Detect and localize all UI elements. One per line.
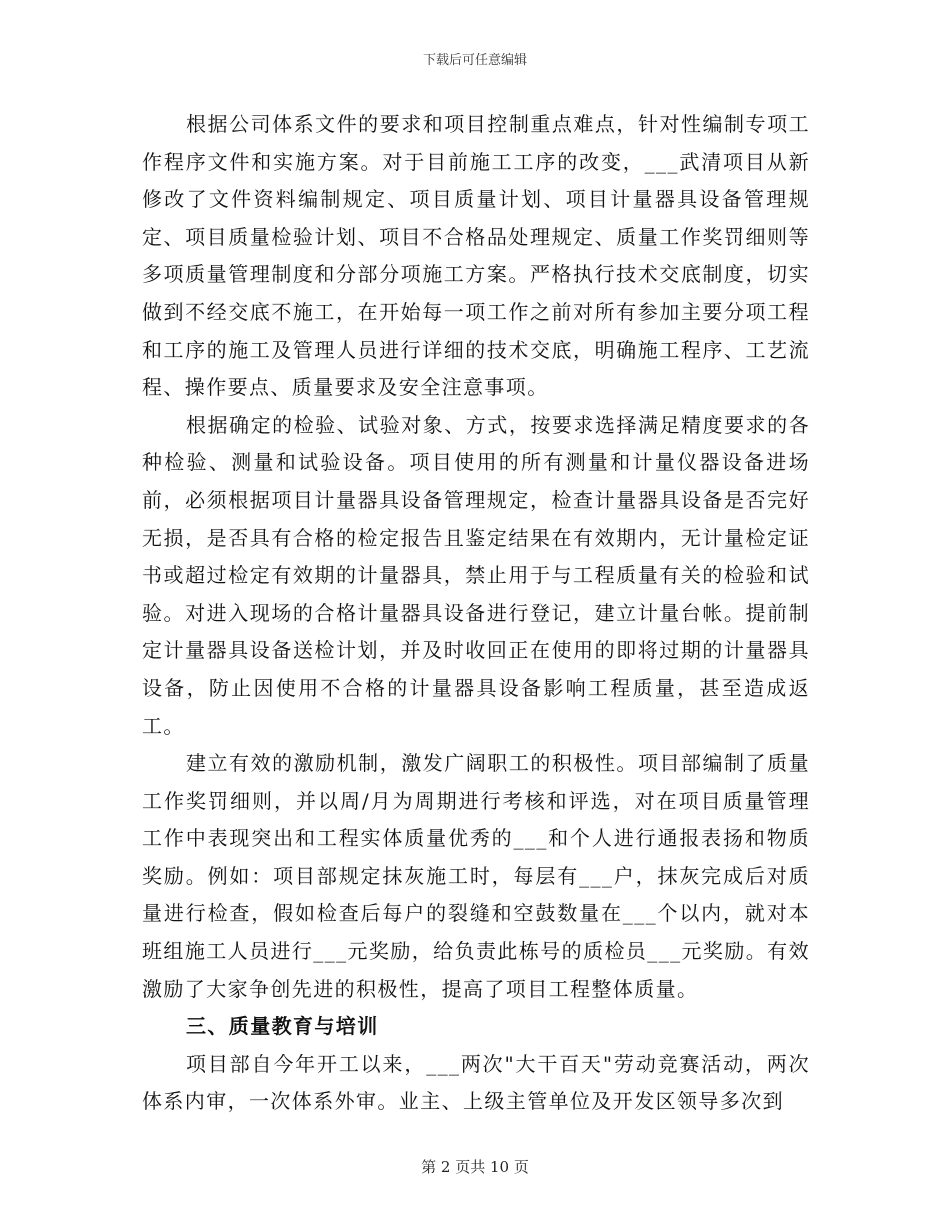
document-body <box>142 106 810 1121</box>
paragraph-incentive-mechanism: 建立有效的激励机制，激发广阔职工的积极性。项目部编制了质量工作奖罚细则，并以周/月为周期进行考核和评选，对在项目质量管理工作中表现突出和工程实体质量优秀的___和个人进行通报表扬和物质奖励。例如：项目部规定抹灰施工时，每层有___户，抹灰完成后对质量进行检查，假如检查后每户的裂缝和空鼓数量在___个以内，就对本班组施工人员进行___元奖励，给负责此栋号的质检员___元奖励。有效激励了大家争创先进的积极性，提高了项目工程整体质量。 <box>142 751 810 1001</box>
paragraph-procedures: 根据公司体系文件的要求和项目控制重点难点，针对性编制专项工作程序文件和实施方案。对于目前施工工序的改变，___武清项目从新修改了文件资料编制规定、项目质量计划、项目计量器具设备管理规定、项目质量检验计划、项目不合格品处理规定、质量工作奖罚细则等多项质量管理制度和分部分项施工方案。严格执行技术交底制度，切实做到不经交底不施工，在开始每一项工作之前对所有参加主要分项工程和工序的施工及管理人员进行详细的技术交底，明确施工程序、工艺流程、操作要点、质量要求及安全注意事项。 <box>142 112 810 400</box>
paragraph-measuring-equipment: 根据确定的检验、试验对象、方式，按要求选择满足精度要求的各种检验、测量和试验设备。项目使用的所有测量和计量仪器设备进场前，必须根据项目计量器具设备管理规定，检查计量器具设备是否完好无损，是否具有合格的检定报告且鉴定结果在有效期内，无计量检定证书或超过检定有效期的计量器具，禁止用于与工程质量有关的检验和试验。对进入现场的合格计量器具设备进行登记，建立计量台帐。提前制定计量器具设备送检计划，并及时收回正在使用的即将过期的计量器具设备，防止因使用不合格的计量器具设备影响工程质量，甚至造成返工。 <box>142 412 810 738</box>
paragraph-training-activities: 项目部自今年开工以来，___两次"大干百天"劳动竞赛活动，两次体系内审，一次体系外审。业主、上级主管单位及开发区领导多次到 <box>142 1051 810 1114</box>
page-footer: 第 2 页共 10 页 <box>421 1158 529 1176</box>
page-header: 下载后可任意编辑 <box>422 53 527 68</box>
section-heading-quality-training: 三、质量教育与培训 <box>186 1014 379 1039</box>
